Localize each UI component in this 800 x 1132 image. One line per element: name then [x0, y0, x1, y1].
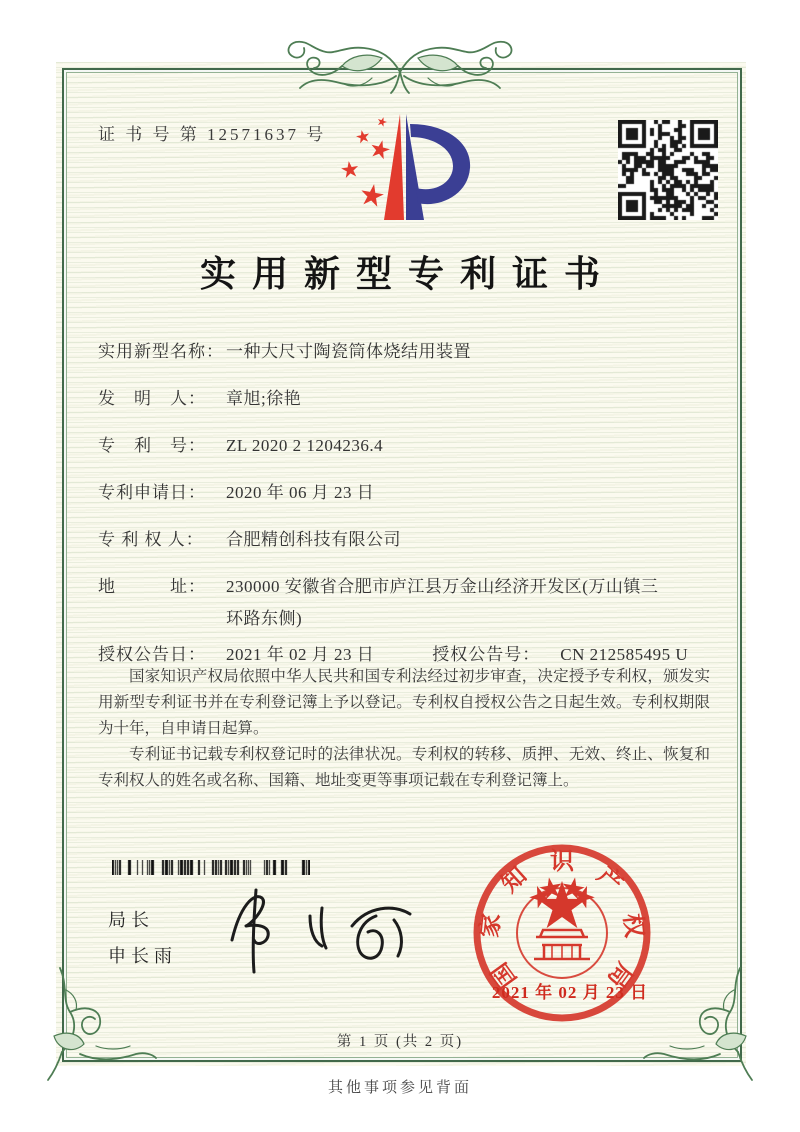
field-row-patentee	[98, 528, 710, 552]
field-label: 发 明 人：	[98, 389, 206, 408]
cnipa-logo	[326, 106, 478, 228]
qr-code	[618, 120, 718, 220]
seal-date: 2021 年 02 月 23 日	[491, 983, 649, 1002]
certificate-number: 证 书 号 第 12571637 号	[98, 125, 327, 144]
commissioner-title: 局长	[108, 910, 154, 930]
logo-stars	[340, 116, 391, 208]
field-value: 一种大尺寸陶瓷筒体烧结用装置	[226, 342, 471, 361]
field-label: 授权公告号：	[432, 645, 541, 664]
field-label: 地 址：	[98, 577, 206, 596]
commissioner-signature	[218, 882, 428, 982]
back-note: 其他事项参见背面	[327, 1080, 472, 1096]
field-label: 专 利 权 人：	[98, 530, 204, 549]
svg-text:识: 识	[550, 849, 574, 875]
field-value: 2021 年 02 月 23 日	[226, 645, 375, 664]
svg-text:局: 局	[601, 957, 638, 993]
national-emblem	[517, 884, 607, 978]
field-address-line2: 环路东侧)	[226, 609, 303, 628]
legal-paragraph-2: 专利证书记载专利权登记时的法律状况。专利权的转移、质押、无效、终止、恢复和专利权人的姓名或名称、国籍、地址变更等事项记载在专利登记簿上。	[98, 746, 710, 789]
svg-text:国: 国	[486, 957, 523, 993]
page-number: 第 1 页 (共 2 页)	[336, 1034, 464, 1050]
field-row-name	[98, 340, 710, 364]
field-row-address	[98, 575, 710, 599]
field-row-patent-number	[98, 434, 710, 458]
field-label: 专 利 号：	[98, 436, 206, 455]
barcode	[112, 860, 310, 875]
field-value: 2020 年 06 月 23 日	[226, 483, 375, 502]
top-flourish-ornament	[278, 26, 522, 110]
field-label: 专利申请日：	[98, 483, 206, 502]
field-value: 230000 安徽省合肥市庐江县万金山经济开发区(万山镇三	[226, 577, 659, 596]
field-value: CN 212585495 U	[560, 645, 689, 664]
certificate-title: 实用新型专利证书	[199, 254, 616, 294]
field-label: 授权公告日：	[98, 645, 206, 664]
bottom-left-flourish-ornament	[40, 966, 158, 1084]
legal-paragraphs	[98, 664, 710, 794]
legal-paragraph-1: 国家知识产权局依照中华人民共和国专利法经过初步审查，决定授予专利权，颁发实用新型专利证书并在专利登记簿上予以登记。专利权自授权公告之日起生效。专利权期限为十年，自申请日起算。	[98, 668, 710, 737]
field-row-inventor	[98, 387, 710, 411]
field-value: 章旭;徐艳	[226, 389, 302, 408]
fields-block	[98, 340, 710, 690]
field-row-filing-date	[98, 481, 710, 505]
svg-text:知: 知	[496, 862, 533, 898]
field-value: ZL 2020 2 1204236.4	[226, 436, 384, 455]
commissioner-name: 申长雨	[108, 946, 177, 966]
field-value: 合肥精创科技有限公司	[226, 530, 401, 549]
svg-text:权: 权	[618, 912, 647, 939]
svg-text:家: 家	[477, 912, 506, 939]
field-label: 实用新型名称：	[98, 342, 224, 361]
svg-text:产: 产	[591, 862, 628, 898]
